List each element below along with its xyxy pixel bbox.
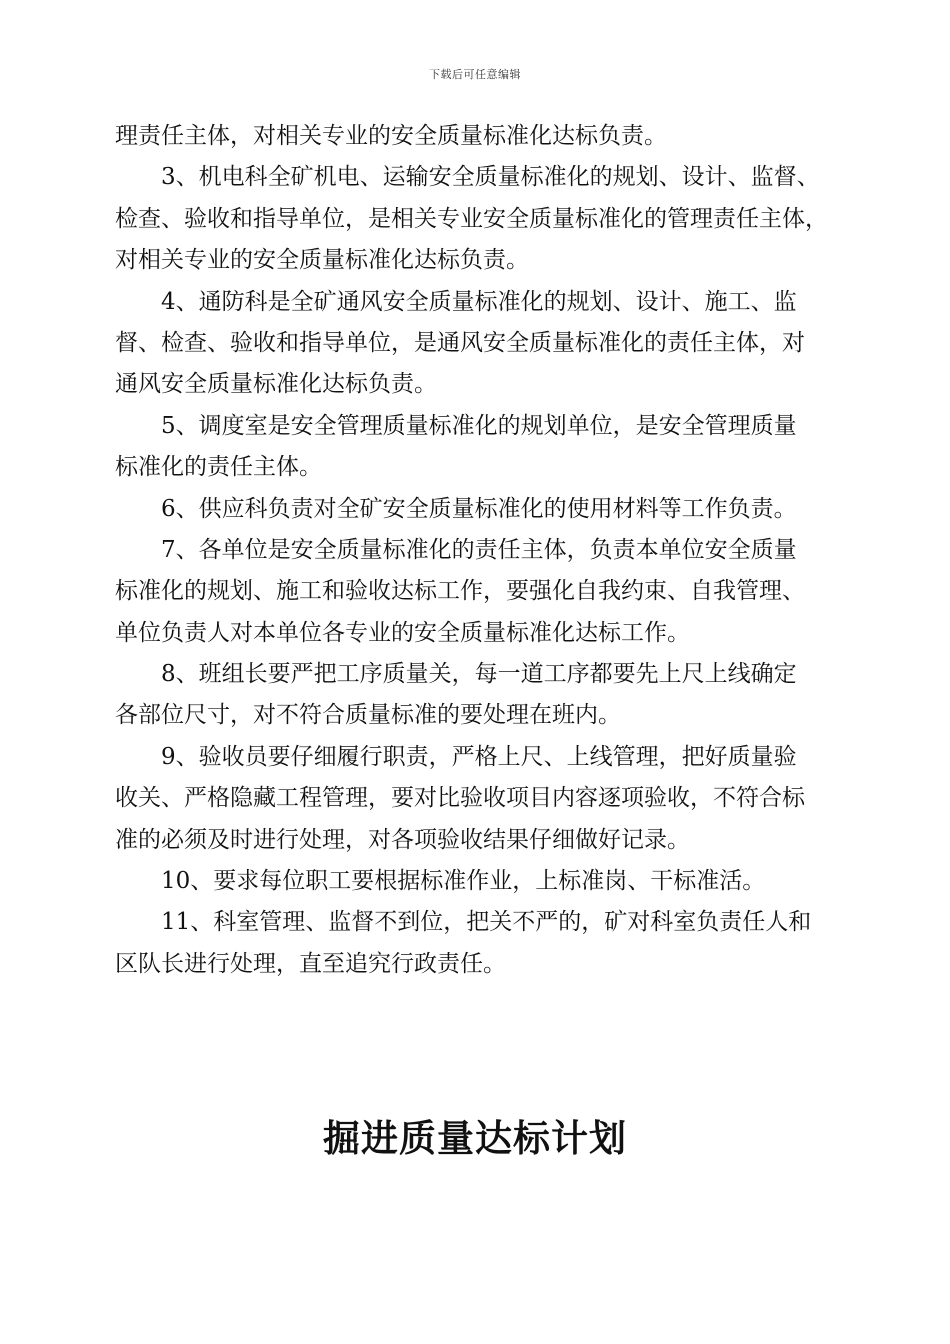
- text-line: 收关、严格隐藏工程管理，要对比验收项目内容逐项验收，不符合标: [115, 785, 805, 812]
- text-line: 准的必须及时进行处理，对各项验收结果仔细做好记录。: [115, 826, 690, 853]
- text-line: 11、科室管理、监督不到位，把关不严的，矿对科室负责任人和: [161, 909, 812, 936]
- text-line: 7、各单位是安全质量标准化的责任主体，负责本单位安全质量: [161, 536, 797, 563]
- text-line: 9、验收员要仔细履行职责，严格上尺、上线管理，把好质量验: [161, 743, 797, 770]
- text-line: 检查、验收和指导单位，是相关专业安全质量标准化的管理责任主体，: [115, 205, 828, 232]
- text-line: 督、检查、验收和指导单位，是通风安全质量标准化的责任主体，对: [115, 329, 805, 356]
- text-line: 10、要求每位职工要根据标准作业，上标准岗、干标准活。: [161, 868, 766, 895]
- text-line: 单位负责人对本单位各专业的安全质量标准化达标工作。: [115, 619, 690, 646]
- text-line: 对相关专业的安全质量标准化达标负责。: [115, 247, 529, 274]
- text-line: 3、机电科全矿机电、运输安全质量标准化的规划、设计、监督、: [161, 164, 820, 191]
- text-line: 6、供应科负责对全矿安全质量标准化的使用材料等工作负责。: [161, 495, 797, 522]
- text-line: 区队长进行处理，直至追究行政责任。: [115, 950, 506, 977]
- text-line: 理责任主体，对相关专业的安全质量标准化达标负责。: [115, 123, 667, 149]
- text-line: 通风安全质量标准化达标负责。: [115, 371, 437, 398]
- text-line: 4、通防科是全矿通风安全质量标准化的规划、设计、施工、监: [161, 288, 797, 315]
- section-heading: 掘进质量达标计划: [323, 1116, 627, 1160]
- text-line: 标准化的规划、施工和验收达标工作，要强化自我约束、自我管理、: [115, 578, 805, 605]
- text-line: 8、班组长要严把工序质量关，每一道工序都要先上尺上线确定: [161, 661, 797, 688]
- page-header-note: 下载后可任意编辑: [429, 68, 521, 81]
- text-line: 标准化的责任主体。: [115, 454, 322, 481]
- text-line: 各部位尺寸，对不符合质量标准的要处理在班内。: [115, 702, 621, 729]
- document-body: [115, 116, 840, 985]
- text-line: 5、调度室是安全管理质量标准化的规划单位，是安全管理质量: [161, 412, 797, 439]
